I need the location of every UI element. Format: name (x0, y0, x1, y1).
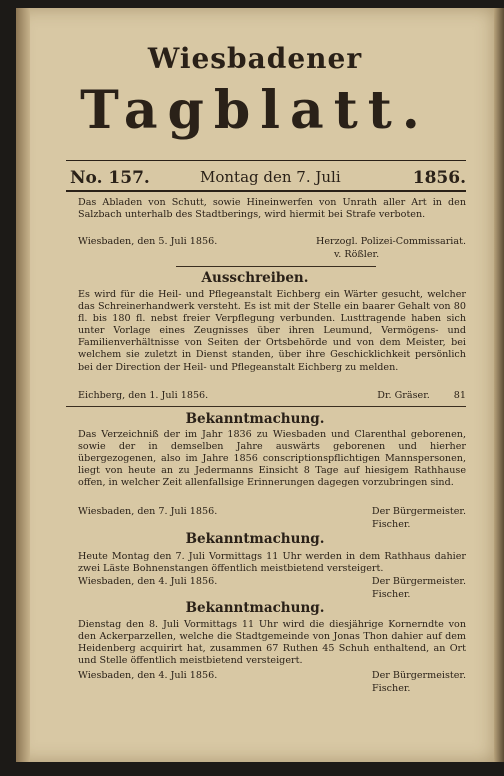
notice5-signer: Fischer. (372, 683, 411, 694)
notice1-office: Herzogl. Polizei-Commissariat. (315, 236, 466, 247)
notice5-footer (78, 670, 466, 681)
page-edge (494, 8, 504, 762)
notice5-heading: Bekanntmachung. (185, 600, 325, 616)
notice2-place-date: Eichberg, den 1. Juli 1856. (78, 390, 209, 401)
notice1-footer (78, 236, 466, 247)
header-rule-top (66, 160, 466, 161)
issue-number: No. 157. (70, 168, 150, 188)
issue-year: 1856. (412, 168, 466, 188)
notice2-heading: Ausschreiben. (201, 270, 309, 286)
notice5-office: Der Bürgermeister. (371, 670, 466, 681)
notice2-footer (78, 390, 466, 401)
notice3-heading: Bekanntmachung. (185, 411, 325, 427)
issue-date: Montag den 7. Juli (200, 168, 341, 186)
notice4-place-date: Wiesbaden, den 4. Juli 1856. (78, 576, 218, 587)
notice3-place-date: Wiesbaden, den 7. Juli 1856. (78, 506, 218, 517)
notice1-place-date: Wiesbaden, den 5. Juli 1856. (78, 236, 218, 247)
notice5-text: Dienstag den 8. Juli Vormittags 11 Uhr wird die diesjährige Kornerndte von den Ackerparzellen, welche die Stadtgemeinde von Jonas Thon dahier auf dem Heidenberg acquirirt hat, zusammen 67 Ruthen 45 Schuh enthaltend, an Ort und Stelle öffentlich meistbietend versteigert. (78, 619, 466, 667)
notice3-footer (78, 506, 466, 517)
notice3-text: Das Verzeichniß der im Jahr 1836 zu Wiesbaden und Clarenthal geborenen, sowie der in demselben Jahre auswärts geborenen und hierher übergezogenen, also im Jahre 1856 conscriptionspflichtigen Mannspersonen, liegt von heute an zu Jedermanns Einsicht 8 Tage auf hiesigem Rathhause offen, in welcher Zeit allenfallsige Erinnerungen dagegen vorzubringen sind. (78, 429, 466, 489)
notice2-signer: Dr. Gräser. (377, 390, 430, 401)
notice2-text: Es wird für die Heil- und Pflegeanstalt Eichberg ein Wärter gesucht, welcher das Schreinerhandwerk versteht. Es ist mit der Stelle ein baarer Gehalt von 80 fl. bis 180 fl. nebst freier Verpflegung verbunden. Lusttragende haben sich unter Vorlage eines Zeugnisses über ihren Leumund, Vermögens- und Familienverhältnisse von Seiten der Ortsbehörde und von dem Meister, bei welchem sie zuletzt in Dienst standen, über ihre Geschicklichkeit persönlich bei der Direction der Heil- und Pflegeanstalt Eichberg zu melden. (78, 289, 466, 373)
notice4-heading: Bekanntmachung. (185, 531, 325, 547)
notice4-text: Heute Montag den 7. Juli Vormittags 11 Uhr werden in dem Rathhaus dahier zwei Läste Bohnenstangen öffentlich meistbietend versteigert. (78, 551, 466, 575)
masthead-line1: Wiesbadener (147, 42, 363, 75)
notice3-signer: Fischer. (372, 519, 411, 530)
notice4-footer (78, 576, 466, 587)
notice1-signer: v. Rößler. (334, 249, 380, 260)
notice5-place-date: Wiesbaden, den 4. Juli 1856. (78, 670, 218, 681)
header-rule-bottom (66, 190, 466, 192)
divider-2 (66, 406, 466, 407)
masthead-line2: Tagblatt. (80, 80, 430, 141)
notice3-office: Der Bürgermeister. (371, 506, 466, 517)
notice2-number: 81 (453, 390, 466, 401)
notice4-office: Der Bürgermeister. (371, 576, 466, 587)
divider-1 (176, 266, 376, 267)
newspaper-page (16, 8, 494, 762)
notice1-text: Das Abladen von Schutt, sowie Hineinwerfen von Unrath aller Art in den Salzbach unterhalb des Stadtberings, wird hiermit bei Strafe verboten. (78, 197, 466, 221)
notice4-signer: Fischer. (372, 589, 411, 600)
